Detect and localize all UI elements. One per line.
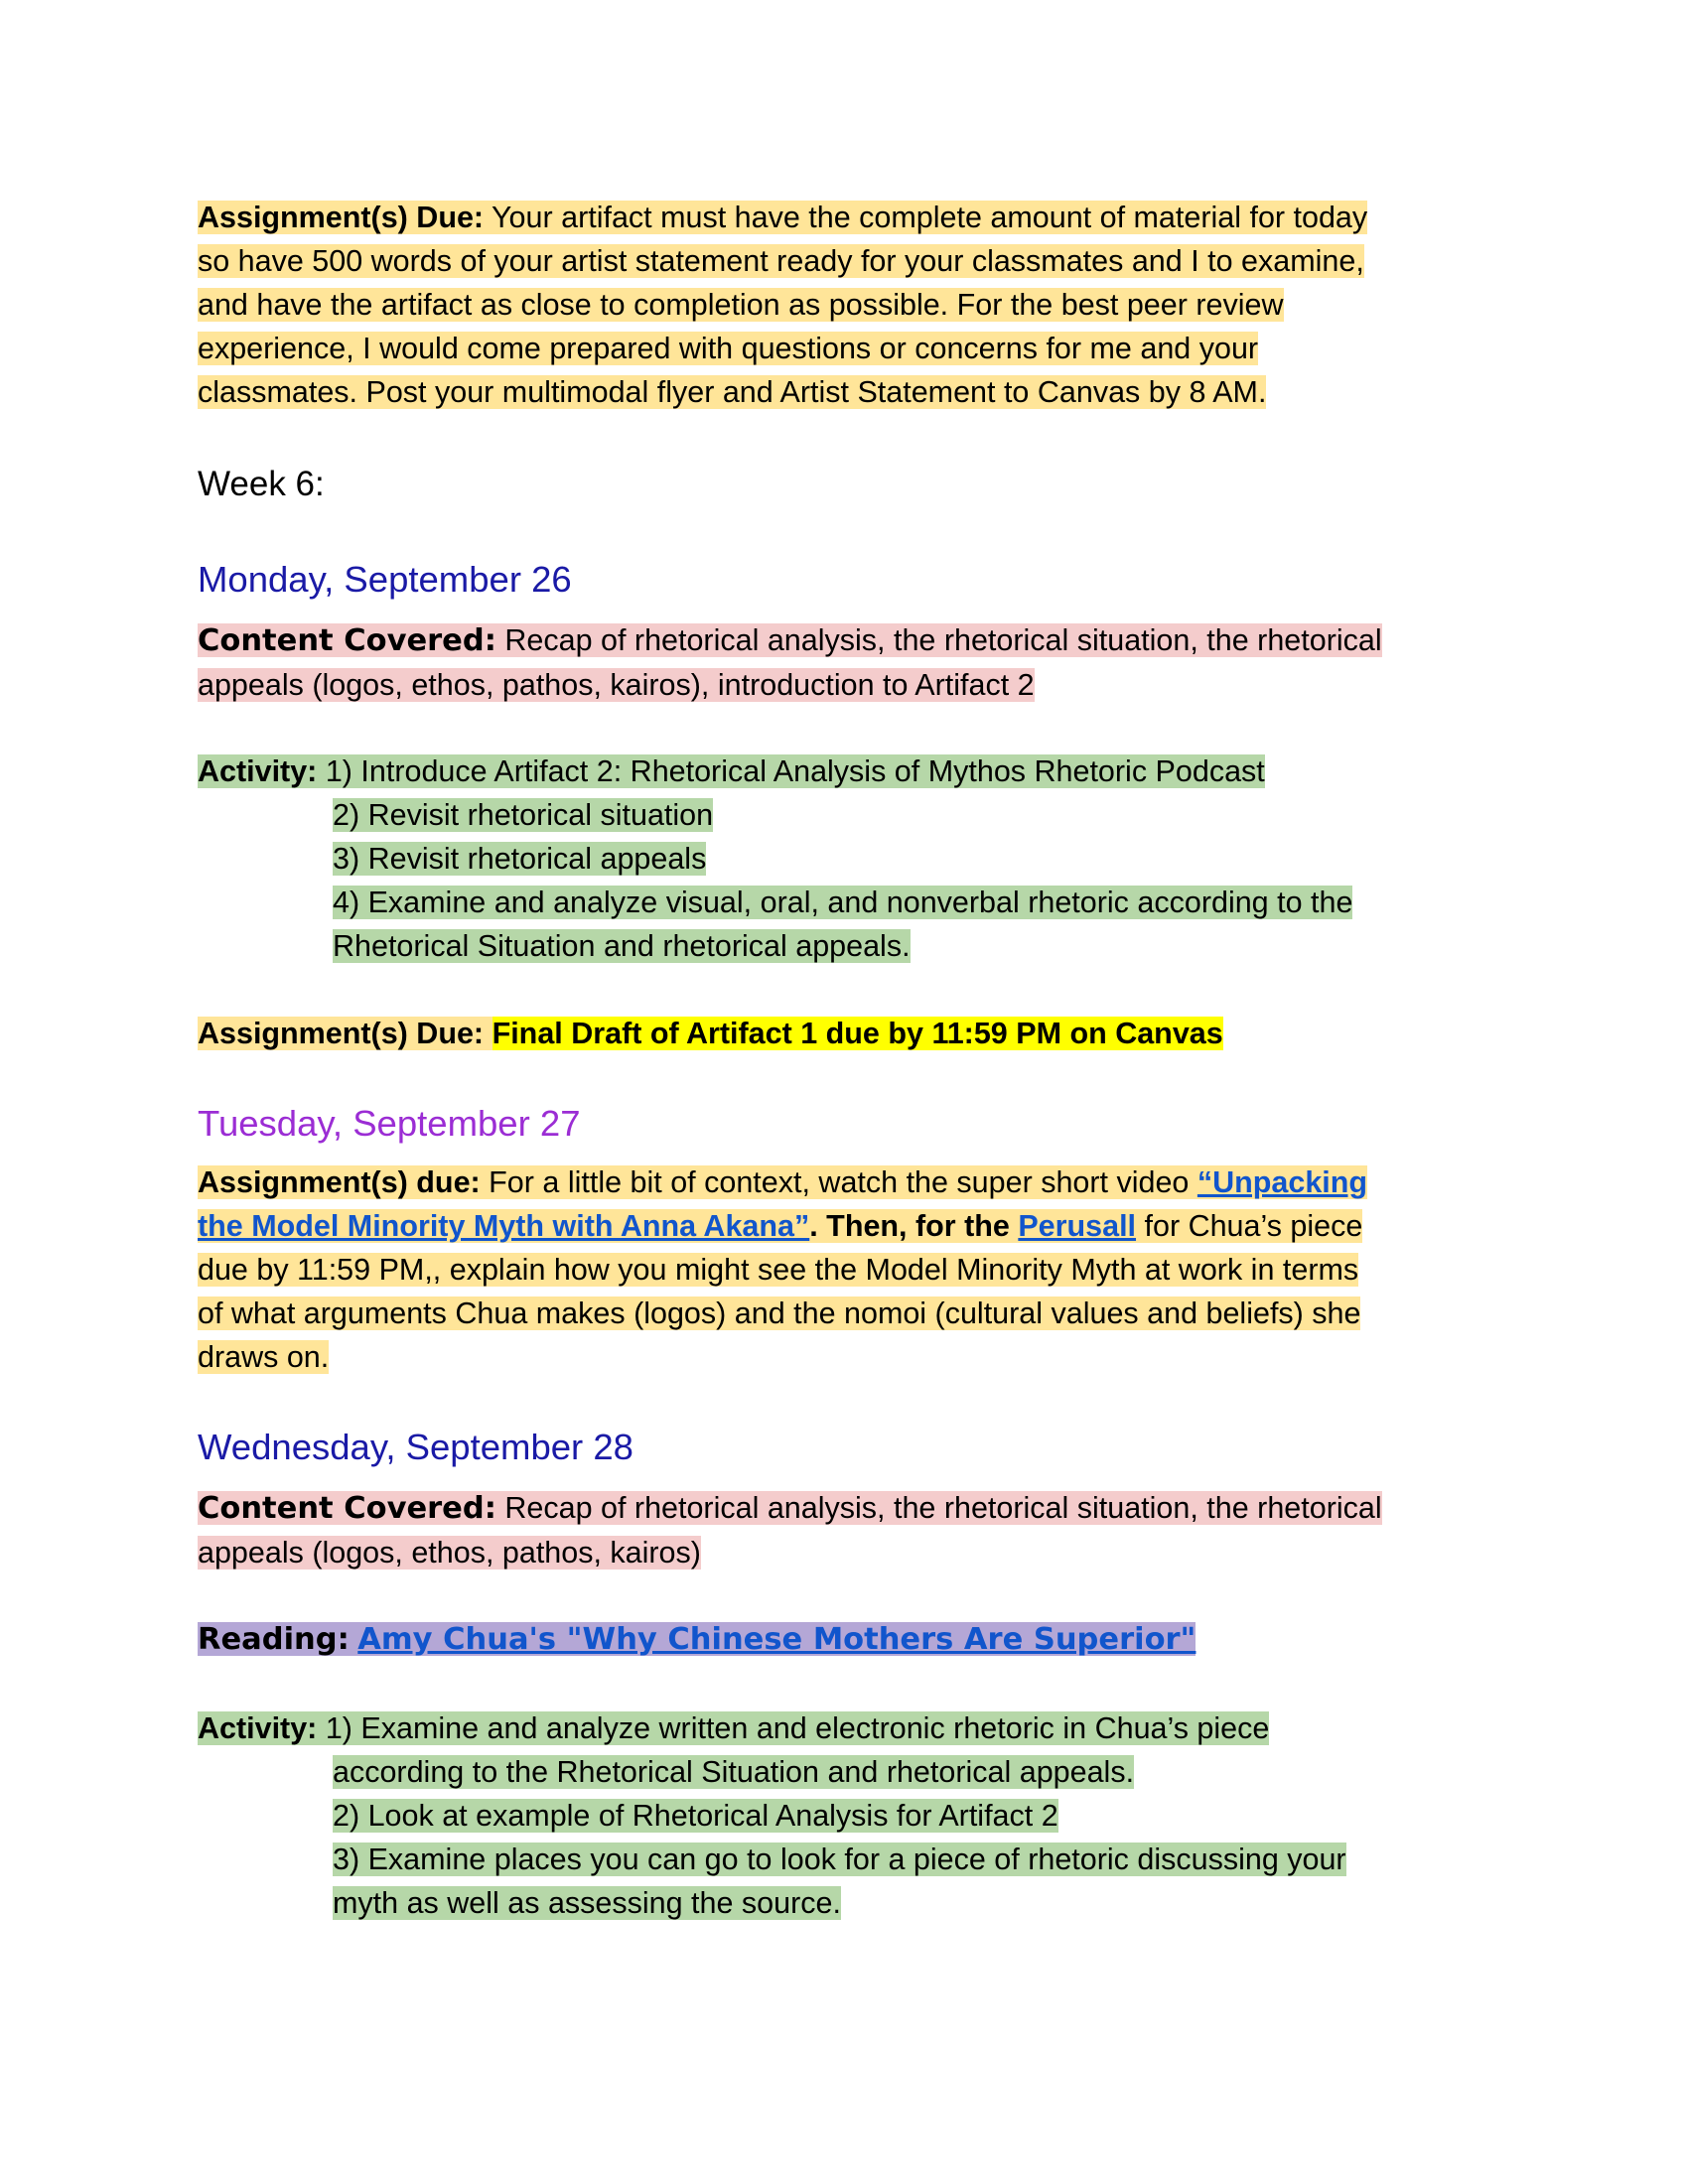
monday-heading: Monday, September 26 bbox=[198, 559, 572, 600]
monday-content-covered: Content Covered: Recap of rhetorical analysis, the rhetorical situation, the rhetorical appeals (logos, ethos, pathos, kairos), introduction to Artifact 2 bbox=[198, 623, 1382, 702]
wednesday-reading bbox=[198, 1617, 1488, 1662]
perusall-link[interactable]: Perusall bbox=[1018, 1209, 1137, 1243]
tuesday-heading: Tuesday, September 27 bbox=[198, 1103, 581, 1144]
assignment-due-label: Assignment(s) Due: bbox=[198, 1017, 485, 1050]
activity-item: Rhetorical Situation and rhetorical appeals. bbox=[333, 929, 911, 963]
activity-item: according to the Rhetorical Situation and rhetorical appeals. bbox=[333, 1755, 1135, 1789]
monday-assignment-due bbox=[198, 1012, 1488, 1055]
activity-item: 4) Examine and analyze visual, oral, and nonverbal rhetoric according to the bbox=[333, 886, 1353, 919]
intro-text: and have the artifact as close to completion as possible. For the best peer review bbox=[198, 288, 1284, 322]
activity-item: myth as well as assessing the source. bbox=[333, 1886, 841, 1920]
week-heading: Week 6: bbox=[198, 465, 325, 503]
video-link[interactable]: the Model Minority Myth with Anna Akana” bbox=[198, 1209, 810, 1243]
video-link[interactable]: “Unpacking bbox=[1196, 1165, 1368, 1199]
wednesday-activity: Activity: 1) Examine and analyze written and electronic rhetoric in Chua’s piece according to the Rhetorical Situation and rhetorical appeals. 2) Look at example of Rhetorical Analysis for Artifact 2 3) Examine places you can go to look for a piece of rhetoric discussing your myth as well as assessing the source. bbox=[198, 1711, 1346, 1920]
content-covered-label: Content Covered: bbox=[198, 623, 496, 658]
activity-item: 2) Look at example of Rhetorical Analysis for Artifact 2 bbox=[333, 1799, 1058, 1833]
activity-item: 3) Examine places you can go to look for a piece of rhetoric discussing your bbox=[333, 1843, 1346, 1876]
activity-item: 3) Revisit rhetorical appeals bbox=[333, 842, 707, 876]
activity-label: Activity: bbox=[198, 754, 318, 788]
activity-label: Activity: bbox=[198, 1711, 318, 1745]
intro-text: Your artifact must have the complete amount of material for today bbox=[484, 201, 1368, 234]
final-draft-due: Final Draft of Artifact 1 due by 11:59 PM on Canvas bbox=[492, 1017, 1223, 1050]
intro-text: classmates. Post your multimodal flyer and Artist Statement to Canvas by 8 AM. bbox=[198, 375, 1267, 409]
tuesday-assignment: Assignment(s) due: For a little bit of context, watch the super short video “Unpacking the Model Minority Myth with Anna Akana”. Then, for the Perusall for Chua’s piece due by 11:59 PM,, explain how you might see the Model Minority Myth at work in terms of what arguments Chua makes (logos) and the nomoi (cultural values and beliefs) she draws on. bbox=[198, 1165, 1368, 1374]
content-covered-label: Content Covered: bbox=[198, 1491, 496, 1526]
intro-text: so have 500 words of your artist statement ready for your classmates and I to examine, bbox=[198, 244, 1364, 278]
intro-text: experience, I would come prepared with questions or concerns for me and your bbox=[198, 332, 1259, 365]
chua-article-link[interactable]: Amy Chua's "Why Chinese Mothers Are Superior" bbox=[357, 1622, 1196, 1657]
assignment-due-label: Assignment(s) Due: bbox=[198, 201, 485, 234]
monday-activity: Activity: 1) Introduce Artifact 2: Rhetorical Analysis of Mythos Rhetoric Podcast 2) Revisit rhetorical situation 3) Revisit rhetorical appeals 4) Examine and analyze visual, oral, and nonverbal rhetoric according to the Rhetorical Situation and rhetorical appeals. bbox=[198, 754, 1353, 963]
wednesday-heading: Wednesday, September 28 bbox=[198, 1427, 633, 1467]
activity-item: 2) Revisit rhetorical situation bbox=[333, 798, 714, 832]
assignment-due-label: Assignment(s) due: bbox=[198, 1165, 481, 1199]
wednesday-content-covered: Content Covered: Recap of rhetorical analysis, the rhetorical situation, the rhetorical appeals (logos, ethos, pathos, kairos) bbox=[198, 1491, 1382, 1570]
intro-assignment bbox=[198, 196, 1488, 414]
reading-label: Reading: bbox=[198, 1622, 350, 1657]
